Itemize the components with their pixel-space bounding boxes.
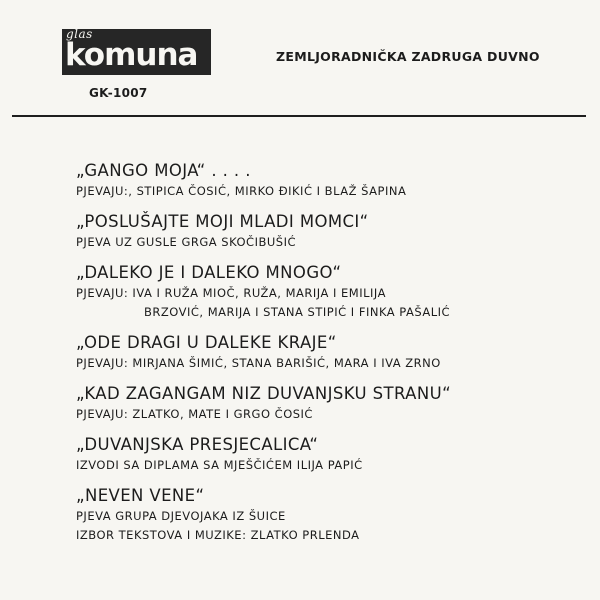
track-title: „ODE DRAGI U DALEKE KRAJE“ xyxy=(76,333,337,352)
logo-small-text: glas xyxy=(66,27,93,41)
track-performers: PJEVAJU: MIRJANA ŠIMIĆ, STANA BARIŠIĆ, MARA I IVA ZRNO xyxy=(76,356,441,370)
track-item xyxy=(76,332,576,373)
publisher-name: ZEMLJORADNIČKA ZADRUGA DUVNO xyxy=(276,49,540,64)
track-item xyxy=(76,262,576,322)
selection-credit: IZBOR TEKSTOVA I MUZIKE: ZLATKO PRLENDA xyxy=(76,528,360,542)
logo-main-text: komuna xyxy=(65,37,198,73)
track-item xyxy=(76,383,576,424)
label-logo xyxy=(62,29,211,75)
track-list xyxy=(76,160,576,555)
track-item xyxy=(76,160,576,201)
catalog-number: GK-1007 xyxy=(89,86,148,100)
track-title: „KAD ZAGANGAM NIZ DUVANJSKU STRANU“ xyxy=(76,384,452,403)
track-item xyxy=(76,211,576,252)
track-performers: PJEVAJU: IVA I RUŽA MIOČ, RUŽA, MARIJA I EMILIJA xyxy=(76,286,386,300)
track-performers: PJEVA GRUPA DJEVOJAKA IZ ŠUICE xyxy=(76,509,286,523)
track-performers: PJEVAJU:, STIPICA ČOSIĆ, MIRKO ĐIKIĆ I BLAŽ ŠAPINA xyxy=(76,184,407,198)
track-performers: PJEVA UZ GUSLE GRGA SKOČIBUŠIĆ xyxy=(76,235,297,249)
track-title: „POSLUŠAJTE MOJI MLADI MOMCI“ xyxy=(76,212,369,231)
header-divider xyxy=(12,115,586,117)
track-title: „NEVEN VENE“ xyxy=(76,486,205,505)
track-performers: IZVODI SA DIPLAMA SA MJEŠČIĆEM ILIJA PAPIĆ xyxy=(76,458,363,472)
track-item xyxy=(76,485,576,545)
track-performers-continued: BRZOVIĆ, MARIJA I STANA STIPIĆ I FINKA PAŠALIĆ xyxy=(144,305,451,319)
track-performers: PJEVAJU: ZLATKO, MATE I GRGO ČOSIĆ xyxy=(76,407,313,421)
track-title: „GANGO MOJA“ . . . . xyxy=(76,161,251,180)
track-item xyxy=(76,434,576,475)
track-title: „DUVANJSKA PRESJECALICA“ xyxy=(76,435,319,454)
track-title: „DALEKO JE I DALEKO MNOGO“ xyxy=(76,263,342,282)
